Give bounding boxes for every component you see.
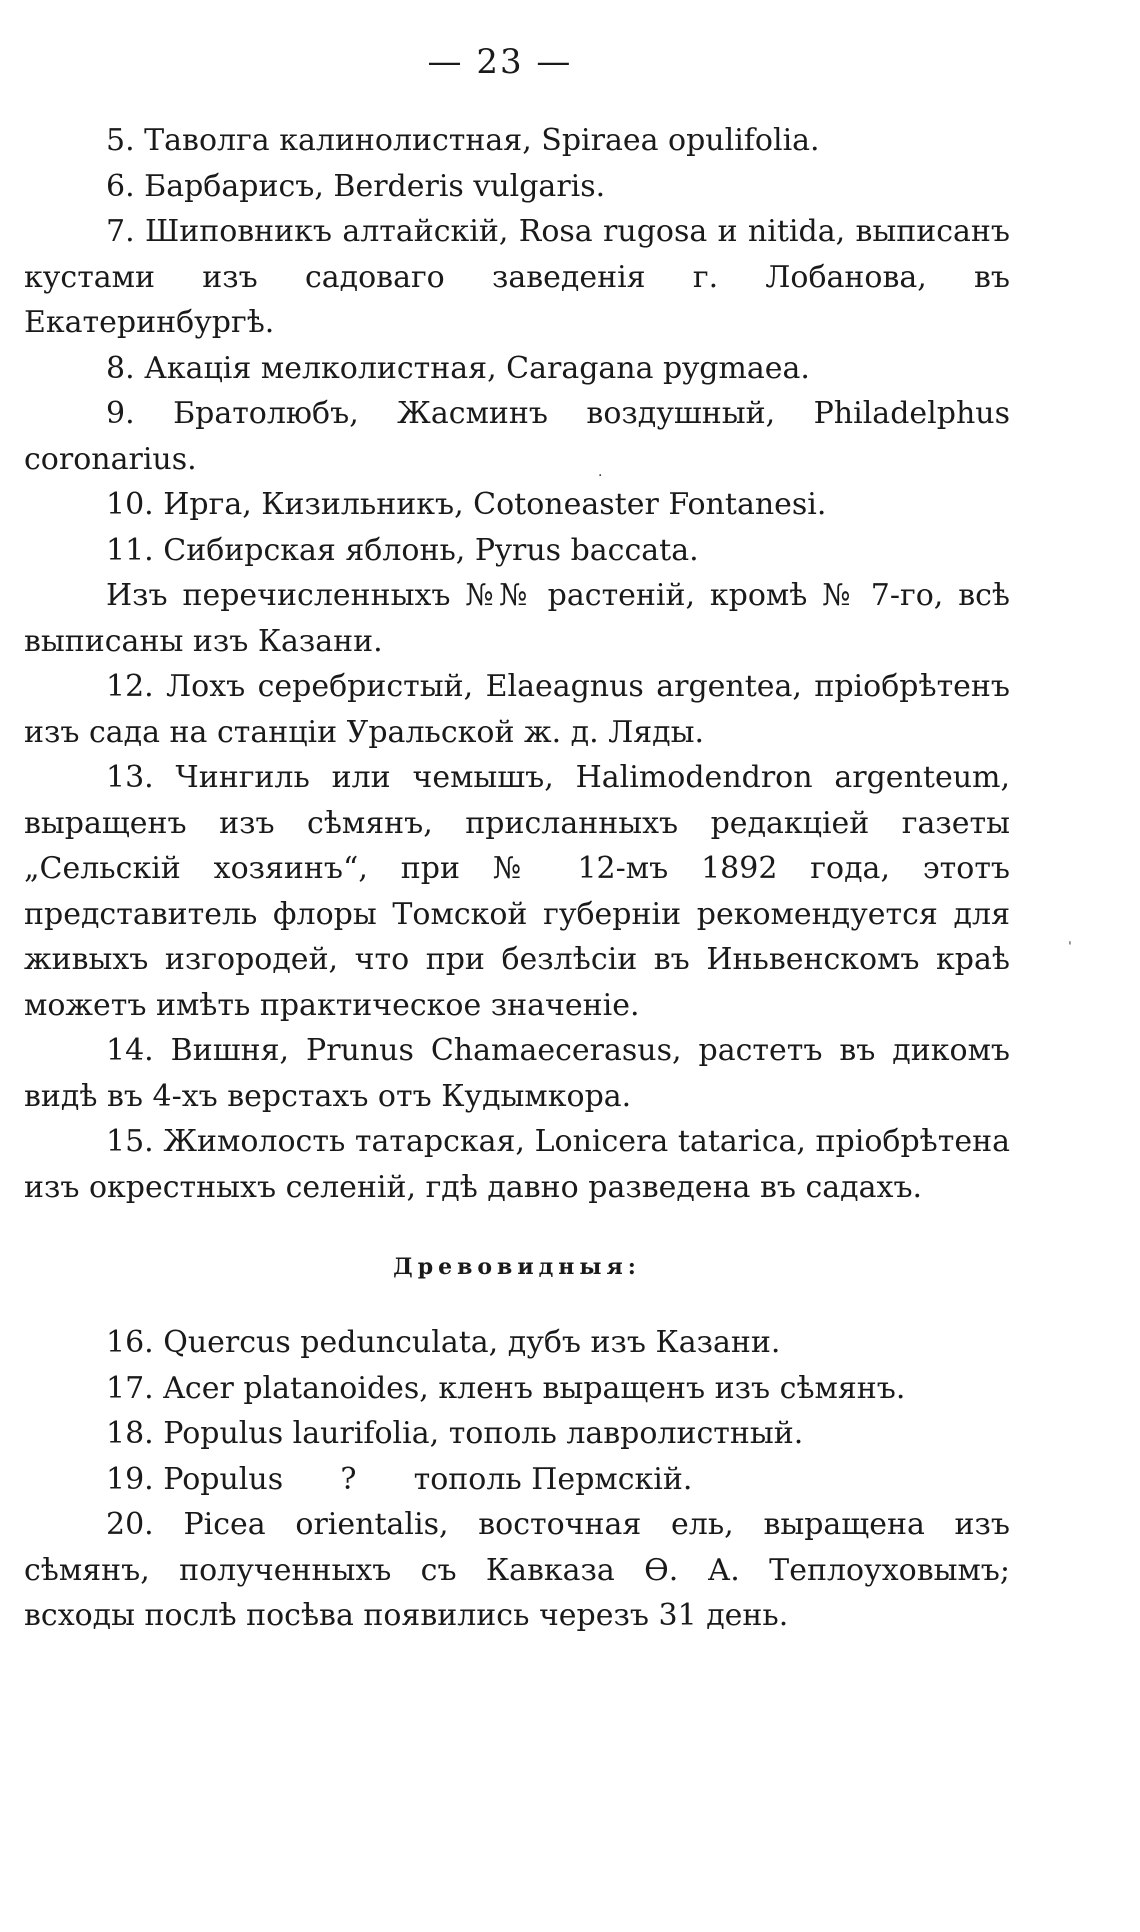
paragraph-item-19: 19. Populus ? тополь Пермскій.: [106, 1461, 693, 1497]
print-speck: ·: [598, 468, 603, 484]
paragraph-item-18: 18. Populus laurifolia, тополь лавролистный.: [106, 1416, 804, 1451]
paragraph-item-11: 11. Сибирская яблонь, Pyrus baccata.: [106, 532, 699, 568]
paragraph-item-6: 6. Барбарисъ, Berderis vulgaris.: [106, 168, 606, 204]
section-heading: Древовидныя:: [393, 1254, 641, 1280]
paragraph-item-15: 15. Жимолость татарская, Lonicera tatarica, пріобрѣтена изъ окрестныхъ селеній, гдѣ давно разведена въ садахъ.: [24, 1124, 1010, 1205]
paragraph-item-5: 5. Таволга калинолистная, Spiraea opulifolia.: [106, 123, 820, 158]
body-text: [24, 118, 1010, 1639]
paragraph-item-20: 20. Picea orientalis, восточная ель, выращена изъ сѣмянъ, полученныхъ съ Кавказа Ѳ. А. Теплоуховымъ; всходы послѣ посѣва появились черезъ 31 день.: [24, 1507, 1010, 1633]
paragraph-item-9: 9. Братолюбъ, Жасминъ воздушный, Philadelphus coronarius.: [24, 396, 1010, 477]
paragraph-item-17: 17. Acer platanoides, кленъ выращенъ изъ сѣмянъ.: [106, 1370, 906, 1406]
page-number: — 23 —: [427, 42, 573, 82]
paragraph-item-12: 12. Лохъ серебристый, Elaeagnus argentea, пріобрѣтенъ изъ сада на станціи Уральской ж. д. Ляды.: [24, 669, 1010, 750]
paragraph-item-10: 10. Ирга, Кизильникъ, Cotoneaster Fontanesi.: [106, 487, 827, 522]
paragraph-item-7: 7. Шиповникъ алтайскій, Rosa rugosa и nitida, выписанъ кустами изъ садоваго заведенія г. Лобанова, въ Екатеринбургѣ.: [24, 214, 1010, 340]
paragraph-item-16: 16. Quercus pedunculata, дубъ изъ Казани.: [106, 1325, 781, 1360]
print-speck: ˈ: [1068, 940, 1072, 956]
paragraph-item-13: 13. Чингиль или чемышъ, Halimodendron argenteum, выращенъ изъ сѣмянъ, присланныхъ редакціей газеты „Сельскій хозяинъ“, при № 12-мъ 1892 года, этотъ представитель флоры Томской губерніи рекомендуется для живыхъ изгородей, что при безлѣсіи въ Иньвенскомъ краѣ можетъ имѣть практическое значеніе.: [24, 760, 1010, 1023]
paragraph-note-kazan: Изъ перечисленныхъ №№ растеній, кромѣ № 7-го, всѣ выписаны изъ Казани.: [24, 578, 1010, 659]
paragraph-item-14: 14. Вишня, Prunus Chamaecerasus, растетъ въ дикомъ видѣ въ 4-хъ верстахъ отъ Кудымкора.: [24, 1033, 1010, 1114]
paragraph-item-8: 8. Акація мелколистная, Caragana pygmaea.: [106, 350, 810, 386]
